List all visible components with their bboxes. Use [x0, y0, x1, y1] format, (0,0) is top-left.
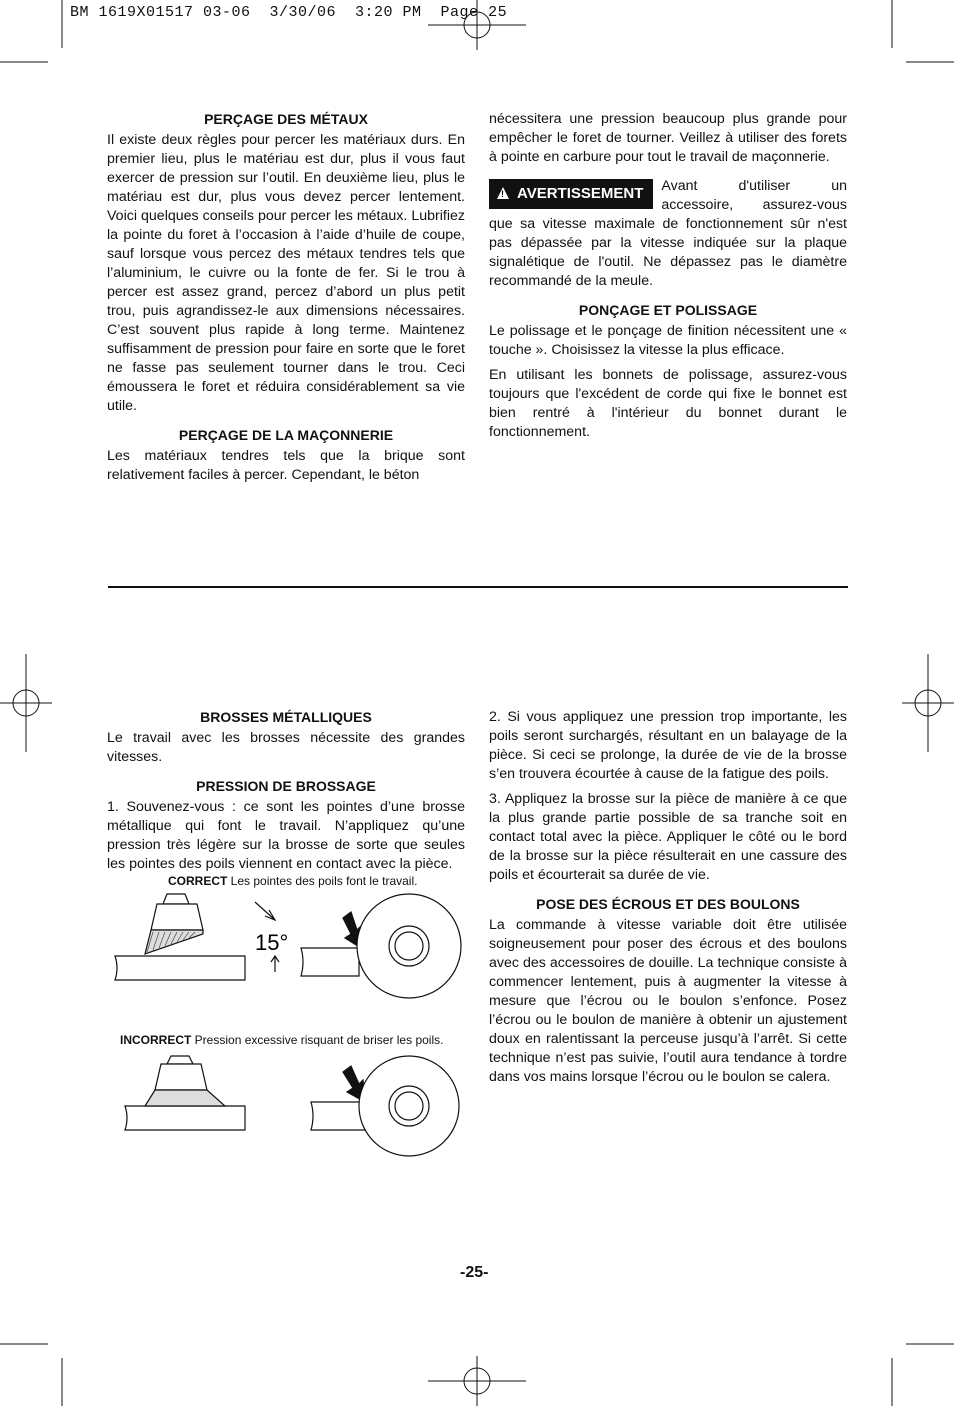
paragraph-percage-metaux: Il existe deux règles pour percer les matériaux durs. En premier lieu, plus le matériau est dur, plus il vous faut exercer de pression sur l’outil. En deuxième lieu, plus le matériau est dur, plus vous devez percer lentement. Voici quelques conseils pour percer les métaux. Lubrifiez la pointe du foret à l’occasion à l’aide d’huile de coupe, sauf lorsque vous percez des métaux tendres tels que l’aluminium, le cuivre ou la fonte de fer. Si le trou à percer est assez grand, percez d’abord un plus petit trou, puis agrandissez-le aux dimensions nécessaires. C’est souvent plus rapide à long terme. Maintenez suffisamment de pression pour faire en sorte que le foret ne fasse pas seulement tourner dans le trou. Ceci émoussera le foret et réduira considérablement sa vie utile. — [107, 132, 465, 414]
top-right-column — [489, 110, 847, 448]
caption-correct: CORRECT Les pointes des poils font le travail. — [168, 874, 418, 888]
paragraph-pression-1: 1. Souvenez-vous : ce sont les pointes d’une brosse métallique qui font le travail. N’appliquez qu’une pression très légère sur la brosse de sorte que seules les pointes des poils viennent en contact avec la pièce. — [107, 799, 465, 872]
section-divider — [108, 586, 848, 588]
caption-incorrect: INCORRECT Pression excessive risquant de briser les poils. — [120, 1033, 444, 1047]
page-number: -25- — [460, 1264, 489, 1281]
warning-badge — [489, 179, 653, 209]
paragraph-poncage-2: En utilisant les bonnets de polissage, assurez-vous toujours que l'excédent de corde qui fixe le bonnet est bien rentré à l'intérieur du bonnet durant le fonctionnement. — [489, 367, 847, 440]
paragraph-pression-2: 2. Si vous appliquez une pression trop importante, les poils seront surchargés, résultant en un balayage de la pièce. Si ceci se prolonge, la durée de vie de la brosse s’en trouvera écourtée à cause de la fatigue des poils. — [489, 709, 847, 782]
warning-text: Avant d'utiliser un accessoire, assurez-vous que sa vitesse maximale de fonctionnement sûr n'est pas dépassée par la vitesse indiquée sur la plaque signalétique de l'outil. Ne dépassez pas le diamètre recommandé de la meule. — [489, 178, 847, 289]
heading-brosses: BROSSES MÉTALLIQUES — [200, 709, 372, 725]
top-left-column — [107, 110, 465, 491]
heading-ecrous-boulons: POSE DES ÉCROUS ET DES BOULONS — [536, 896, 800, 912]
illustration-correct — [105, 890, 470, 1000]
paragraph-percage-maconnerie: Les matériaux tendres tels que la brique sont relativement faciles à percer. Cependant, le béton — [107, 448, 465, 483]
paragraph-ecrous-boulons: La commande à vitesse variable doit être utilisée soigneusement pour poser des écrous et des boulons avec des accessoires de douille. La technique consiste à commencer lentement, puis à augmenter la vitesse à mesure que l’écrou ou le boulon s’enfonce. Posez l’écrou ou le boulon de manière à obtenir un ajustement doux en ralentissant la perceuse jusqu’à l’arrêt. Si cette technique n’est pas suivie, l’outil aura tendance à tordre dans vos mains lorsque l’écrou ou le boulon se calera. — [489, 917, 847, 1085]
heading-percage-metaux: PERÇAGE DES MÉTAUX — [204, 111, 368, 127]
heading-percage-maconnerie: PERÇAGE DE LA MAÇONNERIE — [178, 427, 394, 443]
paragraph-brosses: Le travail avec les brosses nécessite des grandes vitesses. — [107, 730, 465, 765]
paragraph-pression-3: 3. Appliquez la brosse sur la pièce de manière à ce que la plus grande partie possible de sa tranche soit en contact total avec la pièce. Appliquer le côté ou le bord de la brosse sur la pièce résulterait en une cassure des poils et écourterait sa durée de vie. — [489, 791, 847, 883]
bottom-right-column — [489, 708, 847, 1093]
paragraph-poncage-1: Le polissage et le ponçage de finition nécessitent une « touche ». Choisissez la vitesse la plus efficace. — [489, 323, 847, 358]
heading-pression-brossage: PRESSION DE BROSSAGE — [196, 778, 376, 794]
print-header: BM 1619X01517 03-06 3/30/06 3:20 PM Page 25 — [70, 4, 508, 21]
warning-triangle-icon: ! — [497, 187, 509, 199]
paragraph-maconnerie-cont: nécessitera une pression beaucoup plus grande pour empêcher le foret de tourner. Veillez à utiliser des forets à pointe en carbure pour tout le travail de maçonnerie. — [489, 111, 847, 165]
heading-poncage: PONÇAGE ET POLISSAGE — [578, 302, 758, 318]
warning-block — [489, 177, 847, 291]
bottom-left-column — [107, 708, 465, 880]
illustration-incorrect — [115, 1050, 470, 1160]
warning-label: AVERTISSEMENT — [517, 185, 644, 202]
angle-label: 15° — [255, 930, 289, 955]
